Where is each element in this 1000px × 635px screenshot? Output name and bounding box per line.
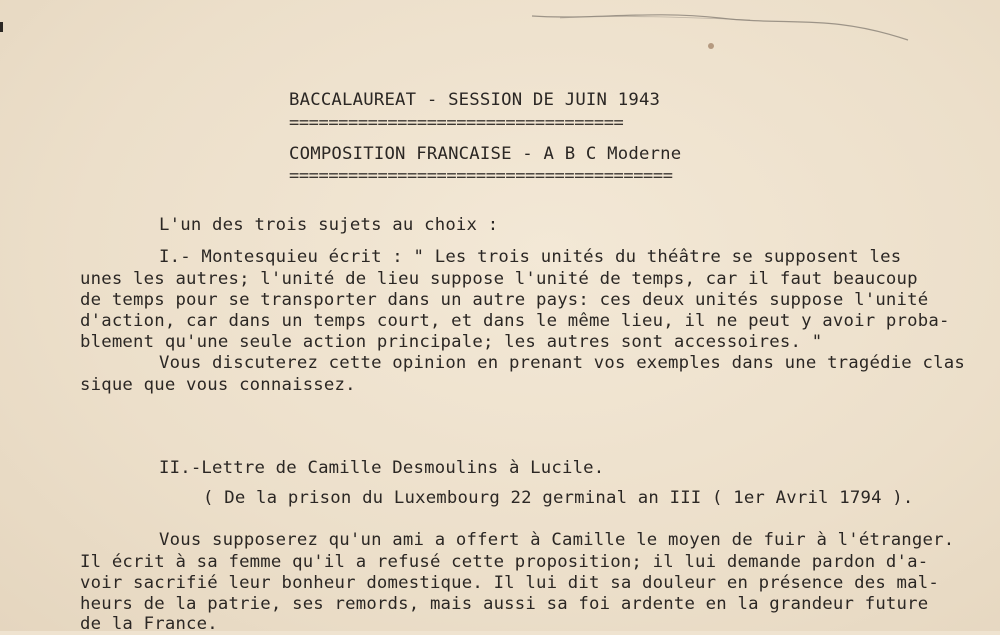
subject-2-line: heurs de la patrie, ses remords, mais aussi sa foi ardente en la grandeur future	[80, 594, 929, 614]
edge-mark	[0, 22, 3, 32]
subject-1-line: Vous discuterez cette opinion en prenant vos exemples dans une tragédie clas	[159, 353, 965, 373]
pencil-scratch	[530, 6, 910, 46]
subject-2-subtitle: ( De la prison du Luxembourg 22 germinal an III ( 1er Avril 1794 ).	[203, 488, 914, 508]
subject-1-line: unes les autres; l'unité de lieu suppose l'unité de temps, car il faut beaucoup	[80, 269, 918, 289]
paper-spot	[708, 43, 714, 49]
subject-1-line: d'action, car dans un temps court, et dans le même lieu, il ne peut y avoir proba-	[80, 311, 950, 331]
subject-2-line: de la France.	[80, 614, 218, 634]
page-title: BACCALAUREAT - SESSION DE JUIN 1943	[289, 90, 661, 110]
intro-text: L'un des trois sujets au choix :	[159, 215, 499, 235]
subject-2-line: Il écrit à sa femme qu'il a refusé cette proposition; il lui demande pardon d'a-	[80, 552, 929, 572]
subject-1-line: I.- Montesquieu écrit : " Les trois unités du théâtre se supposent les	[159, 247, 902, 267]
title-underline: ==================================	[289, 113, 624, 133]
subject-2-title: II.-Lettre de Camille Desmoulins à Lucile.	[159, 458, 605, 478]
page-subtitle: COMPOSITION FRANCAISE - A B C Moderne	[289, 144, 682, 164]
subject-1-line: de temps pour se transporter dans un autre pays: ces deux unités suppose l'unité	[80, 290, 929, 310]
subject-1-line: sique que vous connaissez.	[80, 375, 356, 395]
subject-1-line: blement qu'une seule action principale; les autres sont accessoires. "	[80, 332, 823, 352]
subject-2-line: Vous supposerez qu'un ami a offert à Camille le moyen de fuir à l'étranger.	[159, 530, 955, 550]
subject-2-line: voir sacrifié leur bonheur domestique. Il lui dit sa douleur en présence des mal-	[80, 573, 939, 593]
subtitle-underline: =======================================	[289, 166, 673, 186]
